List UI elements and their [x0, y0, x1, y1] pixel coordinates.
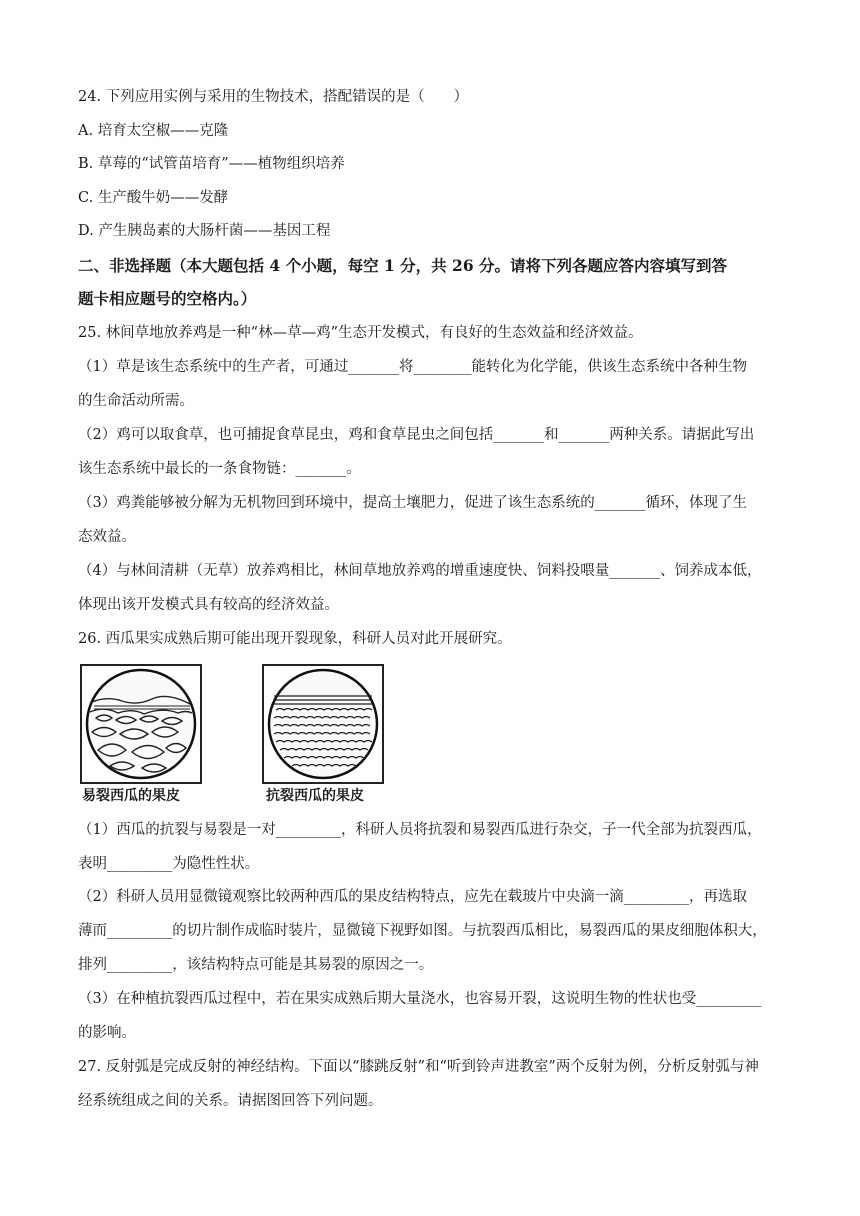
q26-stem: 26. 西瓜果实成熟后期可能出现开裂现象，科研人员对此开展研究。 [78, 631, 512, 647]
q26-part2-line1: （2）科研人员用显微镜观察比较两种西瓜的果皮结构特点，应先在载玻片中央滴一滴_________，再选取 [78, 889, 747, 905]
crack-resistant-rind-label: 抗裂西瓜的果皮 [266, 788, 364, 804]
crack-resistant-rind-micrograph [264, 666, 382, 782]
easy-crack-rind-label: 易裂西瓜的果皮 [82, 788, 180, 804]
q25-part1-line2: 的生命活动所需。 [78, 393, 194, 409]
q25-part1-line1: （1）草是该生态系统中的生产者，可通过_______将________能转化为化学能，供该生态系统中各种生物 [78, 359, 747, 375]
q25-part4-line1: （4）与林间清耕（无草）放养鸡相比，林间草地放养鸡的增重速度快、饲料投喂量_______、饲养成本低， [78, 563, 762, 579]
easy-crack-rind-figure [80, 664, 202, 784]
q25-stem: 25. 林间草地放养鸡是一种“林—草—鸡”生态开发模式，有良好的生态效益和经济效益。 [78, 325, 643, 341]
q25-part2-line2: 该生态系统中最长的一条食物链：_______。 [78, 461, 361, 477]
q26-part2-line3: 排列_________，该结构特点可能是其易裂的原因之一。 [78, 957, 434, 973]
section2-heading-line2: 题卡相应题号的空格内。） [78, 289, 257, 308]
crack-resistant-rind-figure [262, 664, 384, 784]
q24-option-b: B. 草莓的“试管苗培育”——植物组织培养 [78, 156, 345, 172]
q26-part1-line1: （1）西瓜的抗裂与易裂是一对_________，科研人员将抗裂和易裂西瓜进行杂交，子一代全部为抗裂西瓜， [78, 822, 762, 838]
q24-option-d: D. 产生胰岛素的大肠杆菌——基因工程 [78, 223, 331, 239]
q24-stem: 24. 下列应用实例与采用的生物技术，搭配错误的是（ ） [78, 89, 469, 105]
q26-part3-line1: （3）在种植抗裂西瓜过程中，若在果实成熟后期大量浇水，也容易开裂，这说明生物的性状也受_________ [78, 991, 762, 1007]
q25-part2-line1: （2）鸡可以取食草，也可捕捉食草昆虫，鸡和食草昆虫之间包括_______和_______两种关系。请据此写出 [78, 427, 755, 443]
q24-option-c: C. 生产酸牛奶——发酵 [78, 190, 229, 206]
q26-part1-line2: 表明_________为隐性性状。 [78, 856, 260, 872]
q26-part2-line2: 薄而_________的切片制作成临时装片，显微镜下视野如图。与抗裂西瓜相比，易裂西瓜的果皮细胞体积大， [78, 923, 767, 939]
q25-part3-line1: （3）鸡粪能够被分解为无机物回到环境中，提高土壤肥力，促进了该生态系统的_______循环，体现了生 [78, 495, 747, 511]
q26-part3-line2: 的影响。 [78, 1025, 136, 1041]
easy-crack-rind-micrograph [82, 666, 200, 782]
q27-stem-line1: 27. 反射弧是完成反射的神经结构。下面以“膝跳反射”和“听到铃声进教室”两个反射为例，分析反射弧与神 [78, 1059, 759, 1075]
q24-option-a: A. 培育太空椒——克隆 [78, 123, 229, 139]
q25-part4-line2: 体现出该开发模式具有较高的经济效益。 [78, 597, 339, 613]
q27-stem-line2: 经系统组成之间的关系。请据图回答下列问题。 [78, 1093, 383, 1109]
q25-part3-line2: 态效益。 [78, 529, 136, 545]
section2-heading-line1: 二、非选择题（本大题包括 4 个小题，每空 1 分，共 26 分。请将下列各题应答内容填写到答 [78, 256, 728, 275]
